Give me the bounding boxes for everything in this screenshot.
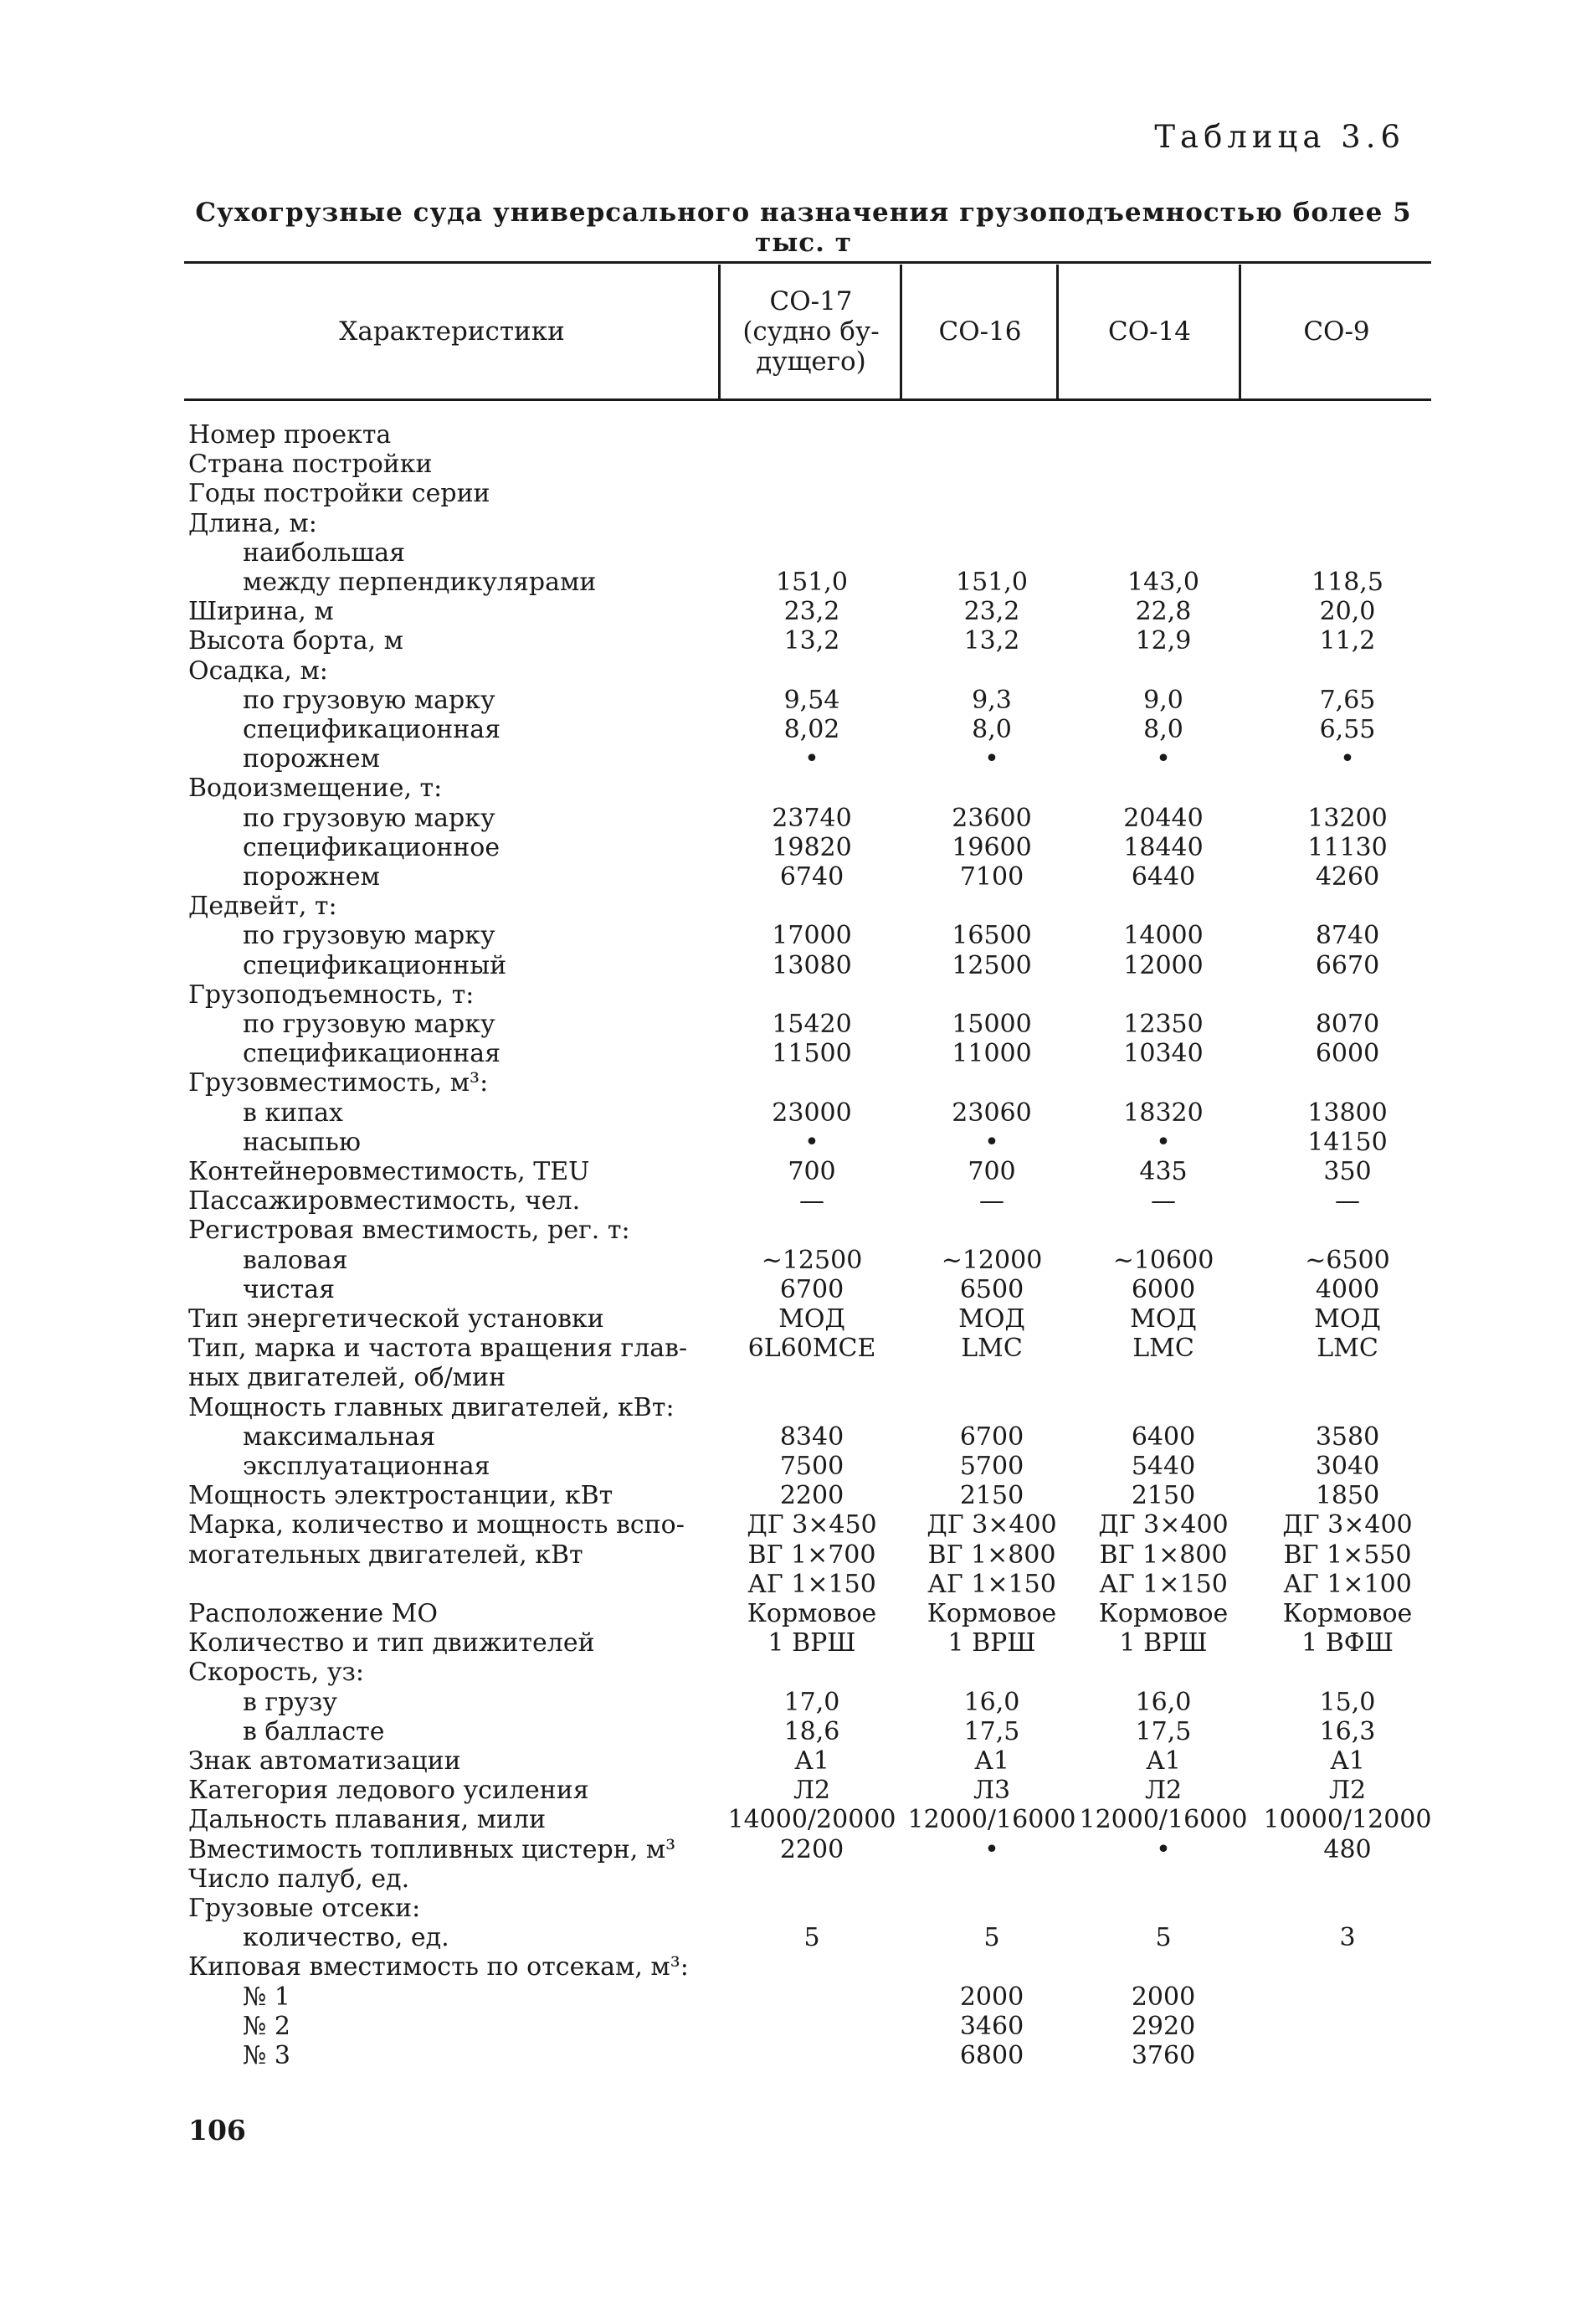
row-value: 3 bbox=[1339, 1923, 1356, 1952]
row-label: чистая bbox=[243, 1275, 336, 1304]
row-value: ДГ 3×400 bbox=[927, 1510, 1057, 1540]
row-value: — bbox=[1335, 1186, 1360, 1216]
table-row bbox=[0, 1570, 1581, 1599]
row-value: 23740 bbox=[772, 804, 852, 833]
table-row bbox=[0, 597, 1581, 626]
row-value: АГ 1×150 bbox=[747, 1570, 876, 1599]
row-value: 2150 bbox=[959, 1481, 1024, 1510]
row-value: 17,0 bbox=[783, 1688, 840, 1717]
row-value: 700 bbox=[788, 1157, 836, 1186]
header-column-so14-text: СО-14 bbox=[1107, 316, 1192, 347]
row-value: Л3 bbox=[973, 1776, 1011, 1805]
row-value: ВГ 1×700 bbox=[747, 1540, 876, 1570]
row-label: эксплуатационная bbox=[243, 1452, 490, 1481]
table-row bbox=[0, 1835, 1581, 1864]
row-value: Кормовое bbox=[747, 1599, 877, 1628]
row-value: 6000 bbox=[1131, 1275, 1196, 1304]
header-column-so9-text: СО-9 bbox=[1303, 316, 1370, 347]
row-value: 14150 bbox=[1307, 1128, 1388, 1157]
row-value: 6670 bbox=[1315, 951, 1380, 980]
row-label: по грузовую марку bbox=[243, 686, 495, 715]
table-row bbox=[0, 980, 1581, 1010]
table-row bbox=[0, 715, 1581, 744]
table-row bbox=[0, 1894, 1581, 1923]
row-value: 16500 bbox=[952, 921, 1032, 950]
row-value: ВГ 1×550 bbox=[1283, 1540, 1412, 1570]
row-value: 13800 bbox=[1307, 1098, 1388, 1128]
row-label: Вместимость топливных цистерн, м³ bbox=[188, 1835, 676, 1864]
row-value: ~12500 bbox=[761, 1246, 863, 1275]
row-value: ВГ 1×800 bbox=[1099, 1540, 1228, 1570]
table-row bbox=[0, 1275, 1581, 1304]
row-value: 11500 bbox=[772, 1039, 852, 1068]
row-value: 118,5 bbox=[1312, 568, 1383, 597]
table-row bbox=[0, 2012, 1581, 2041]
header-column-so14 bbox=[1060, 265, 1240, 398]
row-value: 5440 bbox=[1131, 1452, 1196, 1481]
table-row bbox=[0, 626, 1581, 656]
table-row bbox=[0, 2041, 1581, 2070]
header-characteristics-text: Характеристики bbox=[339, 316, 565, 347]
row-value: 2150 bbox=[1131, 1481, 1196, 1510]
table-row bbox=[0, 1658, 1581, 1687]
row-value: — bbox=[979, 1186, 1004, 1216]
row-label: № 2 bbox=[243, 2012, 291, 2041]
row-value: 6L60MCE bbox=[747, 1334, 876, 1363]
row-value: • bbox=[984, 1835, 999, 1864]
row-value: 12000 bbox=[1123, 951, 1204, 980]
table-row bbox=[0, 420, 1581, 450]
row-value: 435 bbox=[1139, 1157, 1188, 1186]
table-row bbox=[0, 1776, 1581, 1805]
row-value: • bbox=[984, 744, 999, 774]
row-label: в грузу bbox=[243, 1688, 338, 1717]
table-row bbox=[0, 804, 1581, 833]
row-value: • bbox=[804, 1128, 819, 1157]
table-row bbox=[0, 479, 1581, 508]
row-label: в кипах bbox=[243, 1098, 343, 1128]
row-label: Пассажировместимость, чел. bbox=[188, 1186, 581, 1216]
table-row bbox=[0, 951, 1581, 980]
row-label: Тип энергетической установки bbox=[188, 1304, 604, 1334]
row-value: 11130 bbox=[1307, 833, 1388, 862]
table-label: Таблица 3.6 bbox=[1154, 119, 1405, 155]
table-top-rule bbox=[184, 261, 1431, 264]
table-row bbox=[0, 892, 1581, 921]
row-value: • bbox=[804, 744, 819, 774]
row-value: 3760 bbox=[1131, 2041, 1196, 2070]
row-label: между перпендикулярами bbox=[243, 568, 597, 597]
row-value: 350 bbox=[1323, 1157, 1372, 1186]
row-value: АГ 1×150 bbox=[1099, 1570, 1228, 1599]
row-value: 16,0 bbox=[963, 1688, 1020, 1717]
row-label: Число палуб, ед. bbox=[188, 1864, 410, 1894]
row-value: 6700 bbox=[959, 1422, 1024, 1452]
row-label: спецификационный bbox=[243, 951, 507, 980]
row-value: 8,02 bbox=[783, 715, 840, 744]
row-value: 16,3 bbox=[1319, 1717, 1376, 1746]
row-label: спецификационная bbox=[243, 1039, 501, 1068]
row-label: № 3 bbox=[243, 2041, 291, 2070]
table-row bbox=[0, 1363, 1581, 1392]
row-value: 6400 bbox=[1131, 1422, 1196, 1452]
table-row bbox=[0, 1128, 1581, 1157]
row-value: 6500 bbox=[959, 1275, 1024, 1304]
row-value: 8340 bbox=[779, 1422, 844, 1452]
table-row bbox=[0, 1864, 1581, 1894]
table-row bbox=[0, 744, 1581, 774]
row-value: 151,0 bbox=[956, 568, 1028, 597]
table-row bbox=[0, 509, 1581, 538]
row-label: Скорость, уз: bbox=[188, 1658, 364, 1687]
row-value: • bbox=[1156, 1128, 1171, 1157]
row-value: 143,0 bbox=[1127, 568, 1199, 597]
row-value: ВГ 1×800 bbox=[927, 1540, 1056, 1570]
row-label: Грузовместимость, м³: bbox=[188, 1068, 489, 1098]
row-value: 20440 bbox=[1123, 804, 1204, 833]
row-value: 19820 bbox=[772, 833, 852, 862]
header-divider bbox=[1239, 265, 1241, 398]
header-column-so9 bbox=[1242, 265, 1431, 398]
row-value: 18,6 bbox=[783, 1717, 840, 1746]
row-value: 13,2 bbox=[783, 626, 840, 656]
table-header-rule bbox=[184, 398, 1431, 401]
row-value: 480 bbox=[1323, 1835, 1372, 1864]
row-value: 3580 bbox=[1315, 1422, 1380, 1452]
row-value: 5 bbox=[1155, 1923, 1172, 1952]
row-value: 2920 bbox=[1131, 2012, 1196, 2041]
row-value: 10000/12000 bbox=[1263, 1805, 1432, 1834]
row-label: по грузовую марку bbox=[243, 1010, 495, 1039]
row-value: 5 bbox=[803, 1923, 820, 1952]
row-value: 4260 bbox=[1315, 862, 1380, 892]
row-value: Кормовое bbox=[927, 1599, 1057, 1628]
row-value: ДГ 3×400 bbox=[1098, 1510, 1229, 1540]
table-row bbox=[0, 538, 1581, 568]
table-row bbox=[0, 1481, 1581, 1510]
row-label: количество, ед. bbox=[243, 1923, 449, 1952]
row-value: ~6500 bbox=[1305, 1246, 1390, 1275]
row-label: валовая bbox=[243, 1246, 348, 1275]
table-row bbox=[0, 1334, 1581, 1363]
row-value: 6700 bbox=[779, 1275, 844, 1304]
row-label: спецификационная bbox=[243, 715, 501, 744]
row-value: 6,55 bbox=[1319, 715, 1376, 744]
row-label: № 1 bbox=[243, 1982, 291, 2012]
table-row bbox=[0, 1304, 1581, 1334]
row-value: 700 bbox=[968, 1157, 1016, 1186]
row-value: 17,5 bbox=[1135, 1717, 1192, 1746]
row-value: 20,0 bbox=[1319, 597, 1376, 626]
table-row bbox=[0, 1422, 1581, 1452]
table-row bbox=[0, 1010, 1581, 1039]
row-value: LMC bbox=[1132, 1334, 1194, 1363]
row-value: ДГ 3×400 bbox=[1282, 1510, 1413, 1540]
row-value: 2000 bbox=[959, 1982, 1024, 2012]
table-row bbox=[0, 1157, 1581, 1186]
row-label: порожнем bbox=[243, 744, 381, 774]
row-label: Ширина, м bbox=[188, 597, 334, 626]
table-row bbox=[0, 1393, 1581, 1422]
row-value: 3460 bbox=[959, 2012, 1024, 2041]
row-value: 4000 bbox=[1315, 1275, 1380, 1304]
row-label: спецификационное bbox=[243, 833, 500, 862]
header-characteristics bbox=[184, 265, 720, 398]
row-value: 11,2 bbox=[1319, 626, 1376, 656]
header-column-so16 bbox=[903, 265, 1057, 398]
table-row bbox=[0, 862, 1581, 892]
row-value: 23060 bbox=[952, 1098, 1032, 1128]
row-value: 8,0 bbox=[1143, 715, 1183, 744]
table-row bbox=[0, 1039, 1581, 1068]
row-value: 23600 bbox=[952, 804, 1032, 833]
table-row bbox=[0, 1510, 1581, 1540]
row-value: ДГ 3×450 bbox=[747, 1510, 877, 1540]
row-label: Регистровая вместимость, рег. т: bbox=[188, 1216, 630, 1245]
row-value: 13,2 bbox=[963, 626, 1020, 656]
row-label: Водоизмещение, т: bbox=[188, 774, 443, 803]
row-value: 19600 bbox=[952, 833, 1032, 862]
row-value: 1 ВРШ bbox=[767, 1628, 856, 1658]
row-label: Дедвейт, т: bbox=[188, 892, 337, 921]
table-row bbox=[0, 1098, 1581, 1128]
table-row bbox=[0, 1068, 1581, 1098]
table-row bbox=[0, 568, 1581, 597]
header-column-so17 bbox=[721, 265, 901, 398]
row-value: 3040 bbox=[1315, 1452, 1380, 1481]
row-label: Страна постройки bbox=[188, 450, 433, 479]
row-value: 15,0 bbox=[1319, 1688, 1376, 1717]
row-value: 6740 bbox=[779, 862, 844, 892]
row-value: 16,0 bbox=[1135, 1688, 1192, 1717]
row-value: 12500 bbox=[952, 951, 1032, 980]
table-row bbox=[0, 1452, 1581, 1481]
row-value: 23,2 bbox=[783, 597, 840, 626]
row-value: ~10600 bbox=[1112, 1246, 1214, 1275]
table-row bbox=[0, 1688, 1581, 1717]
row-value: МОД bbox=[778, 1304, 845, 1334]
table-row bbox=[0, 1746, 1581, 1776]
row-label: Контейнеровместимость, TEU bbox=[188, 1157, 590, 1186]
row-value: А1 bbox=[1146, 1746, 1181, 1776]
row-label: по грузовую марку bbox=[243, 804, 495, 833]
row-label: наибольшая bbox=[243, 538, 406, 568]
row-value: 1 ВРШ bbox=[947, 1628, 1036, 1658]
row-label: максимальная bbox=[243, 1422, 436, 1452]
table-row bbox=[0, 1216, 1581, 1245]
table-row bbox=[0, 1805, 1581, 1834]
row-value: 14000/20000 bbox=[727, 1805, 896, 1834]
table-row bbox=[0, 1186, 1581, 1216]
header-divider bbox=[900, 265, 902, 398]
row-value: 5 bbox=[983, 1923, 1000, 1952]
table-row bbox=[0, 450, 1581, 479]
row-label: Тип, марка и частота вращения глав- bbox=[188, 1334, 688, 1363]
row-value: 23000 bbox=[772, 1098, 852, 1128]
row-value: 15420 bbox=[772, 1010, 852, 1039]
row-label: насыпью bbox=[243, 1128, 362, 1157]
row-value: 17000 bbox=[772, 921, 852, 950]
table-row bbox=[0, 833, 1581, 862]
row-value: ~12000 bbox=[941, 1246, 1043, 1275]
row-label: могательных двигателей, кВт bbox=[188, 1540, 583, 1570]
row-value: 12,9 bbox=[1135, 626, 1192, 656]
row-value: • bbox=[1340, 744, 1355, 774]
row-value: 10340 bbox=[1123, 1039, 1204, 1068]
row-label: Знак автоматизации bbox=[188, 1746, 461, 1776]
table-row bbox=[0, 1599, 1581, 1628]
row-label: Грузоподъемность, т: bbox=[188, 980, 475, 1010]
row-label: Мощность электростанции, кВт bbox=[188, 1481, 613, 1510]
row-value: 2000 bbox=[1131, 1982, 1196, 2012]
row-label: Номер проекта bbox=[188, 420, 392, 450]
row-value: 6000 bbox=[1315, 1039, 1380, 1068]
table-row bbox=[0, 686, 1581, 715]
row-value: Л2 bbox=[793, 1776, 831, 1805]
row-value: АГ 1×150 bbox=[927, 1570, 1056, 1599]
header-divider bbox=[1056, 265, 1059, 398]
row-value: МОД bbox=[958, 1304, 1025, 1334]
row-value: 6440 bbox=[1131, 862, 1196, 892]
row-value: 5700 bbox=[959, 1452, 1024, 1481]
table-row bbox=[0, 656, 1581, 686]
row-value: Л2 bbox=[1328, 1776, 1367, 1805]
row-value: Л2 bbox=[1144, 1776, 1183, 1805]
row-label: порожнем bbox=[243, 862, 381, 892]
row-value: — bbox=[799, 1186, 824, 1216]
row-value: 2200 bbox=[779, 1835, 844, 1864]
row-value: • bbox=[984, 1128, 999, 1157]
row-value: 7,65 bbox=[1319, 686, 1376, 715]
row-value: Кормовое bbox=[1282, 1599, 1413, 1628]
table-caption: Сухогрузные суда универсального назначения грузоподъемностью более 5 тыс. т bbox=[195, 198, 1412, 258]
row-value: АГ 1×100 bbox=[1283, 1570, 1412, 1599]
row-value: Кормовое bbox=[1098, 1599, 1229, 1628]
row-value: 18320 bbox=[1123, 1098, 1204, 1128]
row-value: 23,2 bbox=[963, 597, 1020, 626]
row-value: 151,0 bbox=[776, 568, 848, 597]
header-divider bbox=[718, 265, 721, 398]
row-value: 13080 bbox=[772, 951, 852, 980]
row-value: 9,0 bbox=[1143, 686, 1183, 715]
row-label: в балласте bbox=[243, 1717, 385, 1746]
table-row bbox=[0, 1982, 1581, 2012]
row-value: 17,5 bbox=[963, 1717, 1020, 1746]
row-label: по грузовую марку bbox=[243, 921, 495, 950]
table-row bbox=[0, 921, 1581, 950]
row-value: 14000 bbox=[1123, 921, 1204, 950]
table-row bbox=[0, 1540, 1581, 1570]
row-value: А1 bbox=[1330, 1746, 1365, 1776]
row-value: 12350 bbox=[1123, 1010, 1204, 1039]
row-value: 9,54 bbox=[783, 686, 840, 715]
table-row bbox=[0, 1923, 1581, 1952]
row-label: Дальность плавания, мили bbox=[188, 1805, 547, 1834]
row-value: МОД bbox=[1314, 1304, 1381, 1334]
table-row bbox=[0, 1717, 1581, 1746]
row-value: 13200 bbox=[1307, 804, 1388, 833]
row-label: Осадка, м: bbox=[188, 656, 328, 686]
row-value: 22,8 bbox=[1135, 597, 1192, 626]
row-label: Грузовые отсеки: bbox=[188, 1894, 421, 1923]
row-value: 7100 bbox=[959, 862, 1024, 892]
table-row bbox=[0, 774, 1581, 803]
row-value: 15000 bbox=[952, 1010, 1032, 1039]
row-value: А1 bbox=[974, 1746, 1009, 1776]
row-value: • bbox=[1156, 1835, 1171, 1864]
table-row bbox=[0, 1952, 1581, 1982]
row-value: LMC bbox=[961, 1334, 1023, 1363]
row-label: Категория ледового усиления bbox=[188, 1776, 589, 1805]
row-label: Годы постройки серии bbox=[188, 479, 490, 508]
row-value: 8070 bbox=[1315, 1010, 1380, 1039]
row-value: 8,0 bbox=[972, 715, 1012, 744]
row-value: 7500 bbox=[779, 1452, 844, 1481]
row-value: МОД bbox=[1130, 1304, 1197, 1334]
row-value: 1 ВФШ bbox=[1301, 1628, 1394, 1658]
table-row bbox=[0, 1246, 1581, 1275]
page-number: 106 bbox=[188, 2114, 246, 2147]
row-label: Высота борта, м bbox=[188, 626, 404, 656]
row-value: 1850 bbox=[1315, 1481, 1380, 1510]
row-value: LMC bbox=[1317, 1334, 1378, 1363]
row-label: Марка, количество и мощность вспо- bbox=[188, 1510, 685, 1540]
row-label: ных двигателей, об/мин bbox=[188, 1363, 506, 1392]
header-column-so16-text: СО-16 bbox=[938, 316, 1022, 347]
row-value: 18440 bbox=[1123, 833, 1204, 862]
row-label: Длина, м: bbox=[188, 509, 317, 538]
row-value: 12000/16000 bbox=[907, 1805, 1076, 1834]
row-value: 6800 bbox=[959, 2041, 1024, 2070]
row-label: Киповая вместимость по отсекам, м³: bbox=[188, 1952, 689, 1982]
row-value: 12000/16000 bbox=[1079, 1805, 1248, 1834]
row-value: — bbox=[1151, 1186, 1176, 1216]
header-column-so17-text: СО-17 (судно бу- дущего) bbox=[742, 286, 880, 377]
row-value: 2200 bbox=[779, 1481, 844, 1510]
row-label: Мощность главных двигателей, кВт: bbox=[188, 1393, 675, 1422]
row-value: • bbox=[1156, 744, 1171, 774]
row-value: 11000 bbox=[952, 1039, 1032, 1068]
row-value: 9,3 bbox=[972, 686, 1012, 715]
row-label: Количество и тип движителей bbox=[188, 1628, 595, 1658]
row-label: Расположение МО bbox=[188, 1599, 438, 1628]
row-value: 8740 bbox=[1315, 921, 1380, 950]
row-value: А1 bbox=[794, 1746, 829, 1776]
row-value: 1 ВРШ bbox=[1119, 1628, 1208, 1658]
table-row bbox=[0, 1628, 1581, 1658]
